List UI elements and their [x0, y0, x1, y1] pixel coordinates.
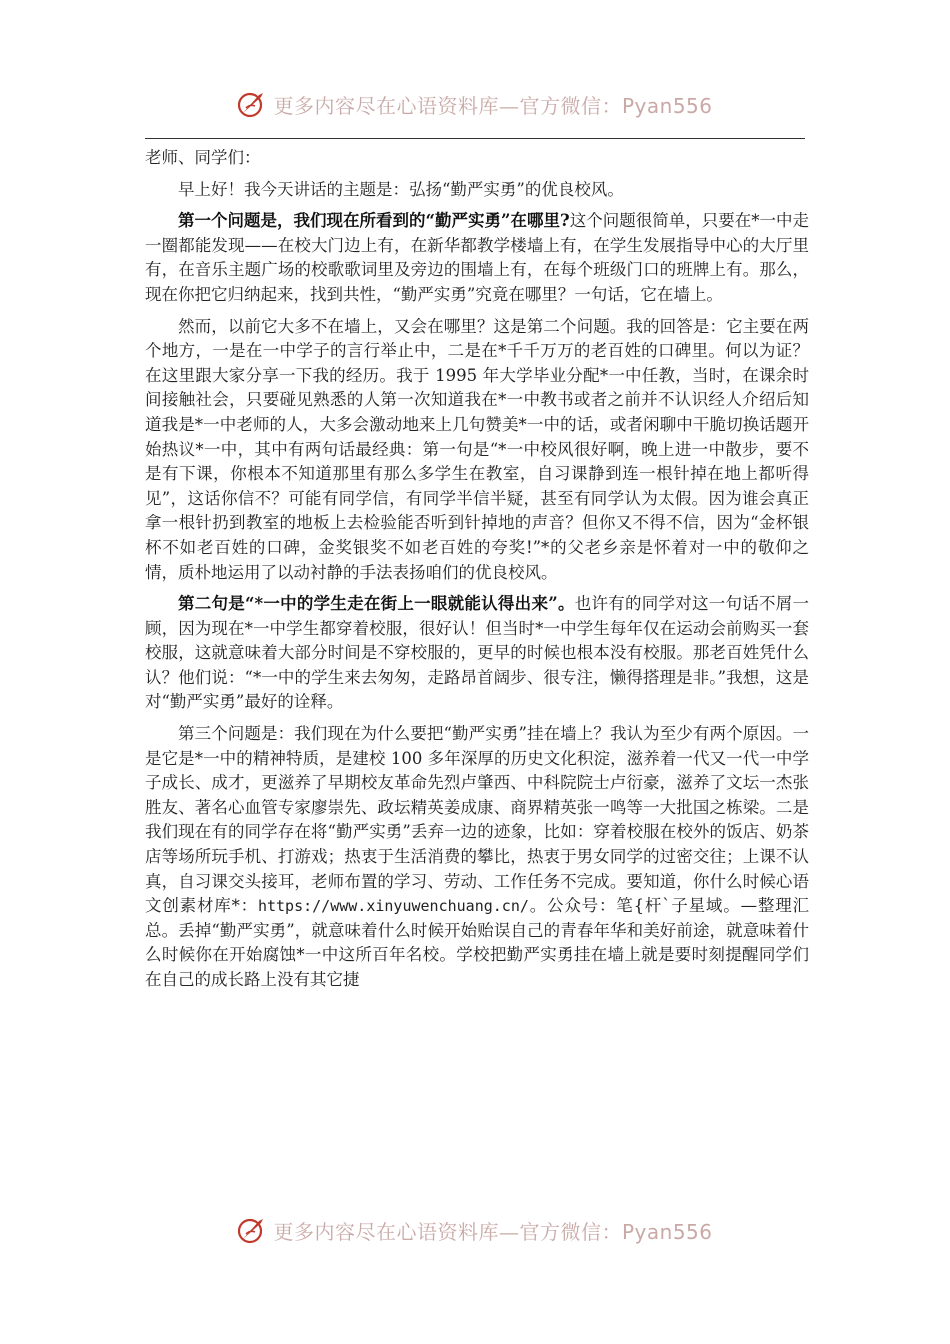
footer-text: 更多内容尽在心语资料库—官方微信：Pyan556	[273, 1219, 713, 1244]
paragraph-5: 第三个问题是：我们现在为什么要把“勤严实勇”挂在墙上？我认为至少有两个原因。一是它是*一中的精神特质，是建校 100 多年深厚的历史文化积淀，滋养着一代又一代一中学子成长、成才，更滋养了早期校友革命先烈卢肇西、中科院院士卢衍豪，滋养了文坛一杰张胜友、著名心血管专家廖崇先、政坛精英姜成康、商界精英张一鸣等一大批国之栋梁。二是我们现在有的同学存在将“勤严实勇”丢弃一边的迹象，比如：穿着校服在校外的饭店、奶茶店等场所玩手机、打游戏；热衷于生活消费的攀比，热衷于男女同学的过密交往；上课不认真，自习课交头接耳，老师布置的学习、劳动、工作任务不完成。要知道，你什么时候心语文创素材库*：https://www.xinyuwenchuang.cn/。公众号：笔{杆`子星域。—整理汇总。丢掉“勤严实勇”，就意味着什么时候开始贻误自己的青春年华和美好前途，就意味着什么时候你在开始腐蚀*一中这所百年名校。学校把勤严实勇挂在墙上就是要时刻提醒同学们在自己的成长路上没有其它捷	[145, 724, 810, 989]
pen-circle-logo-icon	[237, 89, 267, 119]
paragraph-4-heading: 第二句是“*一中的学生走在街上一眼就能认得出来”。	[178, 594, 575, 614]
paragraph-4: 第二句是“*一中的学生走在街上一眼就能认得出来”。也许有的同学对这一句话不屑一顾，因为现在*一中学生都穿着校服，很好认！但当时*一中学生每年仅在运动会前购买一套校服，这就意味着大部分时间是不穿校服的，更早的时候也根本没有校服。那老百姓凭什么认？他们说：“*一中的学生来去匆匆，走路昂首阔步、很专注，懒得搭理是非。”我想，这是对“勤严实勇”最好的诠释。	[145, 594, 809, 712]
paragraph-1: 早上好！我今天讲话的主题是：弘扬“勤严实勇”的优良校风。	[178, 179, 624, 199]
header-banner	[0, 84, 950, 124]
paragraph-2-heading: 第一个问题是，我们现在所看到的“勤严实勇”在哪里?	[178, 211, 570, 231]
footer-banner	[0, 1210, 950, 1250]
header-text: 更多内容尽在心语资料库—官方微信：Pyan556	[273, 93, 713, 118]
paragraph-2: 第一个问题是，我们现在所看到的“勤严实勇”在哪里?这个问题很简单，只要在*一中走一圈都能发现——在校大门边上有，在新华都教学楼墙上有，在学生发展指导中心的大厅里有，在音乐主题广场的校歌歌词里及旁边的围墙上有，在每个班级门口的班牌上有。那么，现在你把它归纳起来，找到共性，“勤严实勇”究竟在哪里？一句话，它在墙上。	[145, 211, 810, 304]
header-rule	[145, 138, 805, 139]
paragraph-3: 然而，以前它大多不在墙上，又会在哪里？这是第二个问题。我的回答是：它主要在两个地方，一是在一中学子的言行举止中，二是在*千千万万的老百姓的口碑里。何以为证？在这里跟大家分享一下我的经历。我于 1995 年大学毕业分配*一中任教，当时，在课余时间接触社会，只要碰见熟悉的人第一次知道我在*一中教书或者之前并不认识经人介绍后知道我是*一中老师的人，大多会激动地来上几句赞美*一中的话，或者闲聊中干脆切换话题开始热议*一中，其中有两句话最经典：第一句是“*一中校风很好啊，晚上进一中散步，要不是有下课，你根本不知道那里有那么多学生在教室，自习课静到连一根针掉在地上都听得见”，这话你信不？可能有同学信，有同学半信半疑，甚至有同学认为太假。因为谁会真正拿一根针扔到教室的地板上去检验能否听到针掉地的声音？但你又不得不信，因为“金杯银杯不如老百姓的口碑，金奖银奖不如老百姓的夸奖!”*的父老乡亲是怀着对一中的敬仰之情，质朴地运用了以动衬静的手法表扬咱们的优良校风。	[145, 316, 809, 582]
salutation: 老师、同学们：	[145, 148, 261, 167]
source-url: https://www.xinyuwenchuang.cn/	[257, 897, 529, 916]
pen-circle-logo-icon	[237, 1215, 267, 1245]
document-body	[145, 146, 809, 1000]
